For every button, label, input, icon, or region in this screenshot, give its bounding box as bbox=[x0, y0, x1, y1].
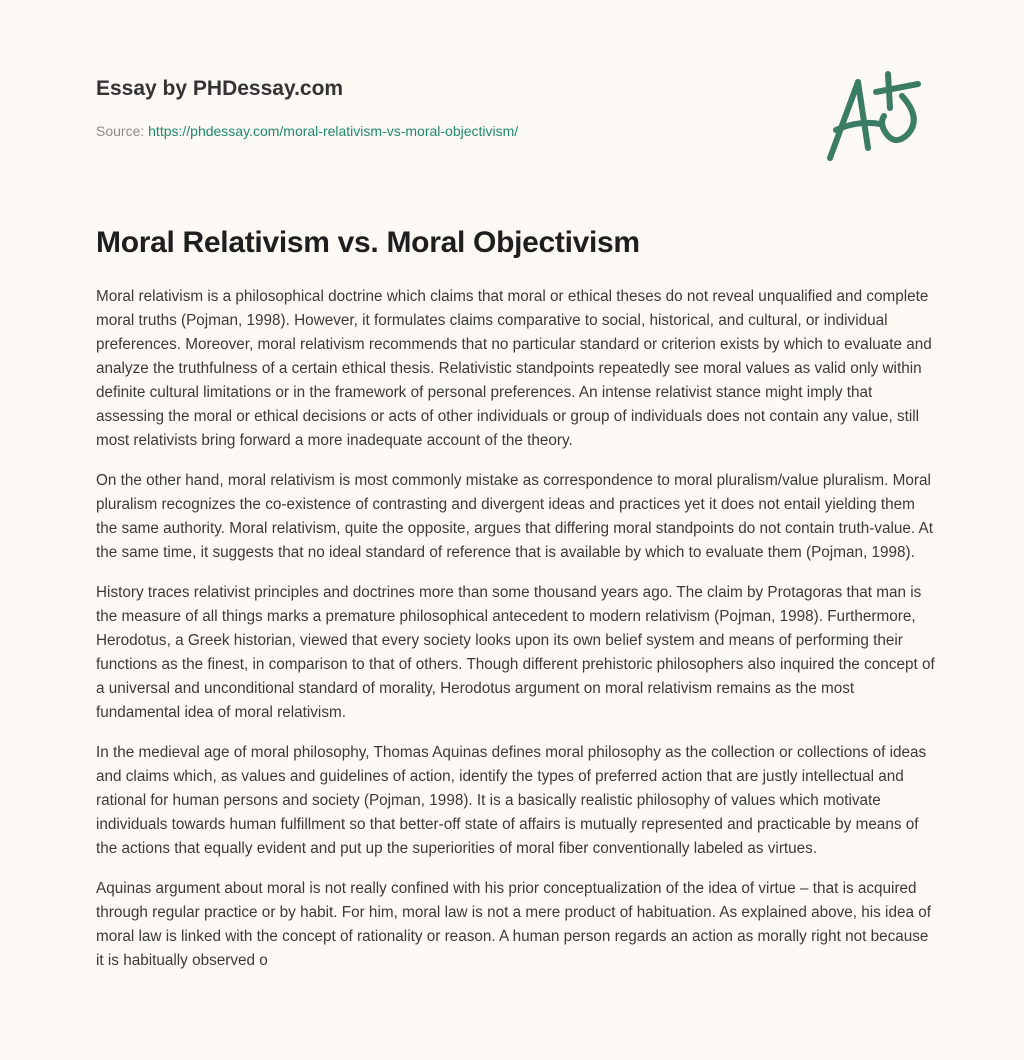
essay-body bbox=[96, 285, 936, 989]
paragraph: History traces relativist principles and doctrines more than some thousand years ago. The claim by Protagoras that man is the measure of all things marks a premature philosophical antecedent to modern relativism (Pojman, 1998). Furthermore, Herodotus, a Greek historian, viewed that every society looks upon its own belief system and means of performing their functions as the finest, in comparison to that of others. Though different prehistoric philosophers also inquired the concept of a universal and unconditional standard of morality, Herodotus argument on moral relativism remains as the most fundamental idea of moral relativism. bbox=[96, 584, 935, 721]
paragraph: Moral relativism is a philosophical doctrine which claims that moral or ethical theses do not reveal unqualified and complete moral truths (Pojman, 1998). However, it formulates claims comparative to social, historical, and cultural, or individual preferences. Moreover, moral relativism recommends that no particular standard or criterion exists by which to evaluate and analyze the truthfulness of a certain ethical thesis. Relativistic standpoints repeatedly see moral values as valid only within definite cultural limitations or in the framework of personal preferences. An intense relativist stance might imply that assessing the moral or ethical decisions or acts of other individuals or group of individuals does not contain any value, still most relativists bring forward a more inadequate account of the theory. bbox=[96, 288, 932, 449]
a-plus-grade-icon bbox=[818, 68, 928, 168]
paragraph: In the medieval age of moral philosophy, Thomas Aquinas defines moral philosophy as the collection or collections of ideas and claims which, as values and guidelines of action, identify the types of preferred action that are justly intellectual and rational for human persons and society (Pojman, 1998). It is a basically realistic philosophy of values which motivate individuals towards human fulfillment so that better-off state of affairs is mutually represented and practicable by means of the actions that equally evident and put up the superiorities of moral fiber conventionally labeled as virtues. bbox=[96, 744, 927, 857]
source-line bbox=[96, 123, 518, 139]
source-link[interactable]: https://phdessay.com/moral-relativism-vs-moral-objectivism/ bbox=[148, 123, 519, 139]
site-brand: Essay by PHDessay.com bbox=[96, 77, 344, 100]
paragraph: On the other hand, moral relativism is most commonly mistake as correspondence to moral pluralism/value pluralism. Moral pluralism recognizes the co-existence of contrasting and divergent ideas and practices yet it does not entail yielding them the same authority. Moral relativism, quite the opposite, argues that differing moral standpoints do not contain truth-value. At the same time, it suggests that no ideal standard of reference that is available by which to evaluate them (Pojman, 1998). bbox=[96, 472, 933, 561]
page-title: Moral Relativism vs. Moral Objectivism bbox=[96, 226, 640, 259]
source-label: Source: bbox=[96, 123, 145, 139]
paragraph: Aquinas argument about moral is not really confined with his prior conceptualization of the idea of virtue – that is acquired through regular practice or by habit. For him, moral law is not a mere product of habituation. As explained above, his idea of moral law is linked with the concept of rationality or reason. A human person regards an action as morally right not because it is habitually observed o bbox=[96, 880, 931, 969]
